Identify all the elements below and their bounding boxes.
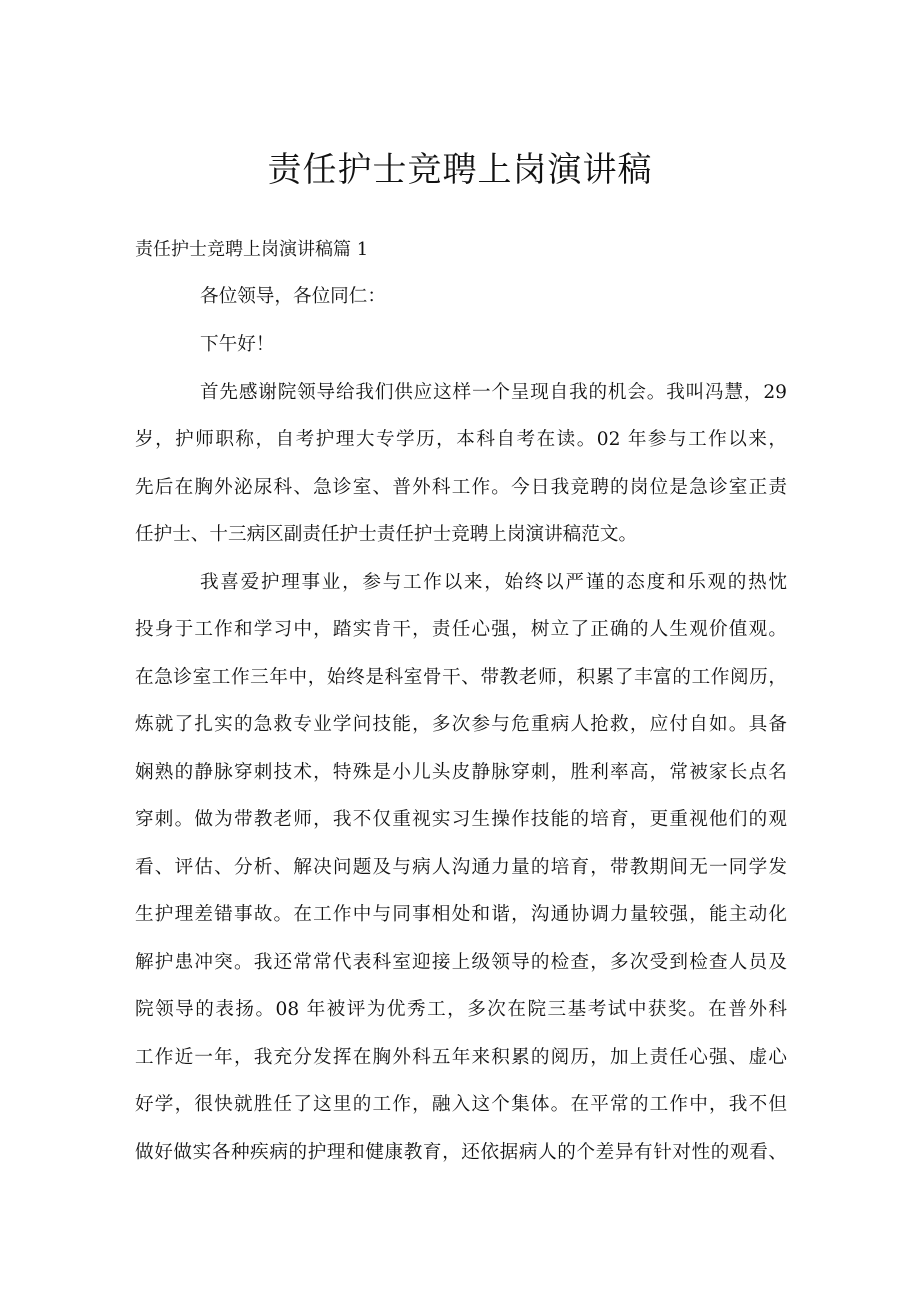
paragraph-line: 在急诊室工作三年中，始终是科室骨干、带教老师，积累了丰富的工作阅历， [135, 667, 787, 688]
paragraph-line: 穿刺。做为带教老师，我不仅重视实习生操作技能的培育，更重视他们的观 [135, 809, 787, 830]
paragraph-line: 炼就了扎实的急救专业学问技能，多次参与危重病人抢救，应付自如。具备 [135, 714, 787, 735]
paragraph-line: 好学，很快就胜任了这里的工作，融入这个集体。在平常的工作中，我不但 [135, 1094, 787, 1115]
paragraph-line: 首先感谢院领导给我们供应这样一个呈现自我的机会。我叫冯慧，29 [200, 382, 787, 403]
paragraph-line: 岁，护师职称，自考护理大专学历，本科自考在读。02 年参与工作以来， [135, 429, 787, 450]
paragraph-line: 娴熟的静脉穿刺技术，特殊是小儿头皮静脉穿刺，胜利率高，常被家长点名 [135, 762, 787, 783]
paragraph-line: 解护患冲突。我还常常代表科室迎接上级领导的检查，多次受到检查人员及 [135, 952, 787, 973]
paragraph-line: 任护士、十三病区副责任护士责任护士竞聘上岗演讲稿范文。 [135, 524, 638, 545]
paragraph-line: 我喜爱护理事业，参与工作以来，始终以严谨的态度和乐观的热忱 [200, 572, 787, 593]
paragraph-line: 看、评估、分析、解决问题及与病人沟通力量的培育，带教期间无一同学发 [135, 857, 787, 878]
greeting-line: 下午好！ [200, 334, 275, 355]
paragraph-line: 工作近一年，我充分发挥在胸外科五年来积累的阅历，加上责任心强、虚心 [135, 1047, 787, 1068]
paragraph-line: 先后在胸外泌尿科、急诊室、普外科工作。今日我竞聘的岗位是急诊室正责 [135, 477, 787, 498]
paragraph-line: 院领导的表扬。08 年被评为优秀工，多次在院三基考试中获奖。在普外科 [135, 999, 787, 1020]
paragraph-line: 投身于工作和学习中，踏实肯干，责任心强，树立了正确的人生观价值观。 [135, 619, 787, 640]
greeting-line: 各位领导，各位同仁： [200, 286, 386, 307]
paragraph-line: 生护理差错事故。在工作中与同事相处和谐，沟通协调力量较强，能主动化 [135, 904, 787, 925]
document-title: 责任护士竞聘上岗演讲稿 [267, 150, 653, 190]
paragraph-line: 做好做实各种疾病的护理和健康教育，还依据病人的个差异有针对性的观看、 [135, 1142, 787, 1163]
document-subtitle: 责任护士竞聘上岗演讲稿篇 1 [135, 239, 369, 260]
